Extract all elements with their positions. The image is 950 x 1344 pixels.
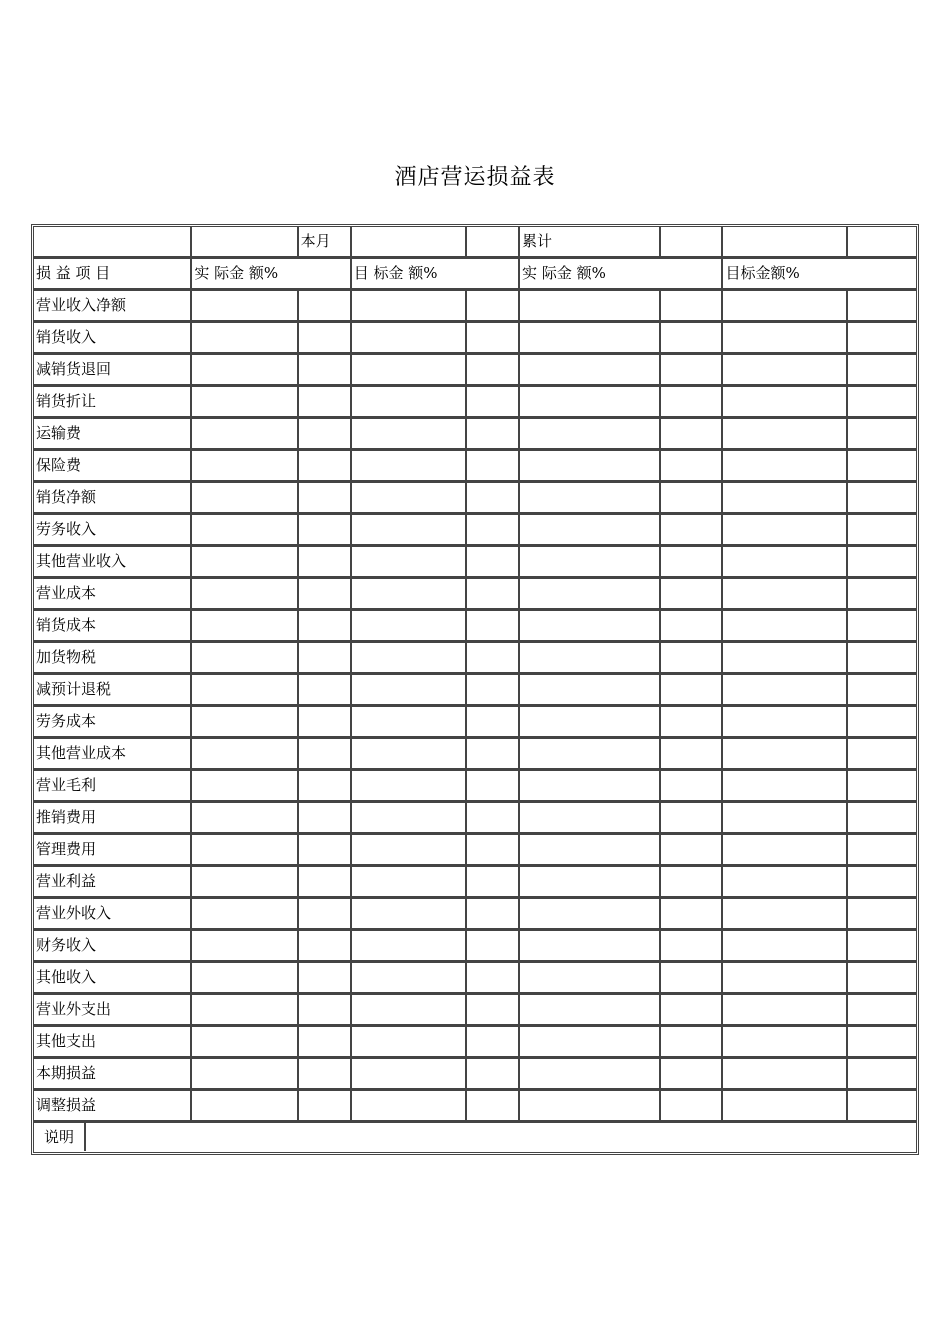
amount-cell[interactable] (298, 546, 351, 578)
amount-cell[interactable] (351, 802, 466, 834)
header-cell (191, 226, 297, 258)
amount-cell[interactable] (660, 1090, 722, 1122)
amount-cell[interactable] (351, 1026, 466, 1058)
amount-cell[interactable] (191, 418, 297, 450)
amount-cell[interactable] (191, 578, 297, 610)
amount-cell[interactable] (466, 322, 519, 354)
amount-cell[interactable] (298, 1090, 351, 1122)
amount-cell[interactable] (519, 610, 660, 642)
amount-cell[interactable] (351, 418, 466, 450)
amount-cell[interactable] (519, 450, 660, 482)
amount-cell[interactable] (660, 450, 722, 482)
amount-cell[interactable] (351, 514, 466, 546)
header-target-amount-month: 目 标金 额% (351, 258, 519, 290)
amount-cell[interactable] (191, 1090, 297, 1122)
amount-cell[interactable] (191, 930, 297, 962)
row-label: 减销货退回 (33, 354, 191, 386)
amount-cell[interactable] (847, 1058, 917, 1090)
note-cell (33, 1122, 917, 1153)
amount-cell[interactable] (660, 674, 722, 706)
amount-cell[interactable] (722, 450, 846, 482)
amount-cell[interactable] (660, 706, 722, 738)
amount-cell[interactable] (722, 1058, 846, 1090)
table-row (33, 642, 917, 674)
amount-cell[interactable] (466, 450, 519, 482)
row-label: 运输费 (33, 418, 191, 450)
amount-cell[interactable] (722, 866, 846, 898)
amount-cell[interactable] (466, 802, 519, 834)
amount-cell[interactable] (466, 834, 519, 866)
amount-cell[interactable] (519, 770, 660, 802)
amount-cell[interactable] (191, 738, 297, 770)
amount-cell[interactable] (847, 1090, 917, 1122)
row-label: 销货收入 (33, 322, 191, 354)
table-row (33, 674, 917, 706)
table-row (33, 610, 917, 642)
amount-cell[interactable] (298, 354, 351, 386)
header-cell (33, 226, 191, 258)
table-row (33, 866, 917, 898)
amount-cell[interactable] (191, 1026, 297, 1058)
amount-cell[interactable] (466, 1090, 519, 1122)
amount-cell[interactable] (298, 930, 351, 962)
amount-cell[interactable] (191, 962, 297, 994)
amount-cell[interactable] (191, 546, 297, 578)
amount-cell[interactable] (847, 770, 917, 802)
amount-cell[interactable] (298, 1026, 351, 1058)
row-label: 营业外收入 (33, 898, 191, 930)
amount-cell[interactable] (847, 738, 917, 770)
table-row (33, 546, 917, 578)
amount-cell[interactable] (466, 738, 519, 770)
amount-cell[interactable] (191, 898, 297, 930)
amount-cell[interactable] (351, 834, 466, 866)
amount-cell[interactable] (519, 898, 660, 930)
amount-cell[interactable] (351, 546, 466, 578)
row-label: 调整损益 (33, 1090, 191, 1122)
amount-cell[interactable] (466, 546, 519, 578)
amount-cell[interactable] (722, 674, 846, 706)
header-cumulative: 累计 (519, 226, 660, 258)
table-row (33, 354, 917, 386)
amount-cell[interactable] (298, 994, 351, 1026)
amount-cell[interactable] (847, 642, 917, 674)
amount-cell[interactable] (351, 578, 466, 610)
amount-cell[interactable] (722, 514, 846, 546)
amount-cell[interactable] (847, 354, 917, 386)
amount-cell[interactable] (351, 994, 466, 1026)
amount-cell[interactable] (847, 418, 917, 450)
page-title: 酒店营运损益表 (394, 165, 556, 190)
amount-cell[interactable] (519, 642, 660, 674)
amount-cell[interactable] (466, 290, 519, 322)
amount-cell[interactable] (466, 514, 519, 546)
amount-cell[interactable] (660, 1026, 722, 1058)
amount-cell[interactable] (722, 994, 846, 1026)
amount-cell[interactable] (722, 290, 846, 322)
amount-cell[interactable] (466, 610, 519, 642)
table-row (33, 514, 917, 546)
income-statement-table (31, 224, 919, 1155)
amount-cell[interactable] (519, 418, 660, 450)
amount-cell[interactable] (722, 898, 846, 930)
amount-cell[interactable] (660, 514, 722, 546)
amount-cell[interactable] (298, 610, 351, 642)
table-row (33, 578, 917, 610)
amount-cell[interactable] (466, 418, 519, 450)
amount-cell[interactable] (847, 386, 917, 418)
header-row-period (33, 226, 917, 258)
row-label: 其他支出 (33, 1026, 191, 1058)
amount-cell[interactable] (351, 674, 466, 706)
amount-cell[interactable] (298, 802, 351, 834)
amount-cell[interactable] (660, 578, 722, 610)
amount-cell[interactable] (519, 930, 660, 962)
amount-cell[interactable] (298, 290, 351, 322)
table-row (33, 322, 917, 354)
amount-cell[interactable] (298, 642, 351, 674)
amount-cell[interactable] (466, 770, 519, 802)
amount-cell[interactable] (722, 1026, 846, 1058)
row-label: 销货折让 (33, 386, 191, 418)
amount-cell[interactable] (722, 482, 846, 514)
amount-cell[interactable] (847, 674, 917, 706)
header-cell (466, 226, 519, 258)
table-row (33, 930, 917, 962)
amount-cell[interactable] (519, 1026, 660, 1058)
amount-cell[interactable] (519, 834, 660, 866)
amount-cell[interactable] (351, 610, 466, 642)
amount-cell[interactable] (722, 354, 846, 386)
amount-cell[interactable] (660, 770, 722, 802)
row-label: 其他营业成本 (33, 738, 191, 770)
row-label: 营业毛利 (33, 770, 191, 802)
table-row (33, 386, 917, 418)
amount-cell[interactable] (298, 386, 351, 418)
amount-cell[interactable] (191, 514, 297, 546)
header-item: 损 益 项 目 (33, 258, 191, 290)
row-label: 营业成本 (33, 578, 191, 610)
table-row (33, 738, 917, 770)
amount-cell[interactable] (722, 642, 846, 674)
amount-cell[interactable] (191, 994, 297, 1026)
amount-cell[interactable] (519, 290, 660, 322)
amount-cell[interactable] (660, 482, 722, 514)
header-target-amount-cumulative: 目标金额% (722, 258, 917, 290)
amount-cell[interactable] (466, 898, 519, 930)
amount-cell[interactable] (722, 578, 846, 610)
amount-cell[interactable] (351, 866, 466, 898)
amount-cell[interactable] (351, 290, 466, 322)
amount-cell[interactable] (466, 866, 519, 898)
amount-cell[interactable] (298, 578, 351, 610)
amount-cell[interactable] (466, 386, 519, 418)
amount-cell[interactable] (722, 706, 846, 738)
amount-cell[interactable] (298, 962, 351, 994)
table-row (33, 482, 917, 514)
statement-grid (33, 226, 917, 1153)
amount-cell[interactable] (351, 770, 466, 802)
table-row (33, 962, 917, 994)
amount-cell[interactable] (847, 898, 917, 930)
amount-cell[interactable] (660, 738, 722, 770)
amount-cell[interactable] (847, 866, 917, 898)
amount-cell[interactable] (722, 962, 846, 994)
amount-cell[interactable] (191, 386, 297, 418)
amount-cell[interactable] (722, 546, 846, 578)
amount-cell[interactable] (351, 482, 466, 514)
amount-cell[interactable] (847, 962, 917, 994)
table-row (33, 706, 917, 738)
amount-cell[interactable] (722, 322, 846, 354)
amount-cell[interactable] (298, 674, 351, 706)
amount-cell[interactable] (847, 930, 917, 962)
header-cell (660, 226, 722, 258)
amount-cell[interactable] (519, 1090, 660, 1122)
amount-cell[interactable] (847, 706, 917, 738)
row-label: 其他营业收入 (33, 546, 191, 578)
header-cell (351, 226, 466, 258)
amount-cell[interactable] (351, 450, 466, 482)
amount-cell[interactable] (660, 386, 722, 418)
amount-cell[interactable] (660, 930, 722, 962)
row-label: 财务收入 (33, 930, 191, 962)
amount-cell[interactable] (660, 898, 722, 930)
amount-cell[interactable] (298, 1058, 351, 1090)
amount-cell[interactable] (722, 770, 846, 802)
amount-cell[interactable] (660, 322, 722, 354)
amount-cell[interactable] (191, 610, 297, 642)
amount-cell[interactable] (351, 1058, 466, 1090)
amount-cell[interactable] (351, 898, 466, 930)
row-label: 其他收入 (33, 962, 191, 994)
amount-cell[interactable] (351, 962, 466, 994)
row-label: 减预计退税 (33, 674, 191, 706)
amount-cell[interactable] (847, 994, 917, 1026)
amount-cell[interactable] (722, 1090, 846, 1122)
amount-cell[interactable] (298, 898, 351, 930)
amount-cell[interactable] (298, 482, 351, 514)
amount-cell[interactable] (519, 1058, 660, 1090)
note-row (33, 1122, 917, 1153)
row-label: 营业收入净额 (33, 290, 191, 322)
amount-cell[interactable] (660, 866, 722, 898)
amount-cell[interactable] (191, 1058, 297, 1090)
amount-cell[interactable] (847, 482, 917, 514)
amount-cell[interactable] (660, 834, 722, 866)
row-label: 营业利益 (33, 866, 191, 898)
amount-cell[interactable] (722, 930, 846, 962)
amount-cell[interactable] (660, 642, 722, 674)
amount-cell[interactable] (466, 578, 519, 610)
amount-cell[interactable] (191, 834, 297, 866)
header-actual-amount-month: 实 际金 额% (191, 258, 350, 290)
amount-cell[interactable] (722, 802, 846, 834)
amount-cell[interactable] (847, 834, 917, 866)
row-label: 销货成本 (33, 610, 191, 642)
amount-cell[interactable] (847, 450, 917, 482)
amount-cell[interactable] (466, 962, 519, 994)
amount-cell[interactable] (519, 354, 660, 386)
amount-cell[interactable] (298, 834, 351, 866)
amount-cell[interactable] (351, 322, 466, 354)
amount-cell[interactable] (660, 546, 722, 578)
table-row (33, 1058, 917, 1090)
amount-cell[interactable] (466, 642, 519, 674)
amount-cell[interactable] (466, 930, 519, 962)
row-label: 推销费用 (33, 802, 191, 834)
amount-cell[interactable] (847, 322, 917, 354)
amount-cell[interactable] (847, 1026, 917, 1058)
amount-cell[interactable] (298, 418, 351, 450)
amount-cell[interactable] (660, 1058, 722, 1090)
amount-cell[interactable] (519, 738, 660, 770)
amount-cell[interactable] (298, 322, 351, 354)
amount-cell[interactable] (191, 290, 297, 322)
amount-cell[interactable] (660, 610, 722, 642)
amount-cell[interactable] (519, 386, 660, 418)
amount-cell[interactable] (519, 482, 660, 514)
amount-cell[interactable] (191, 802, 297, 834)
table-row (33, 418, 917, 450)
amount-cell[interactable] (191, 642, 297, 674)
table-row (33, 898, 917, 930)
amount-cell[interactable] (191, 674, 297, 706)
amount-cell[interactable] (519, 994, 660, 1026)
header-row-columns (33, 258, 917, 290)
amount-cell[interactable] (660, 994, 722, 1026)
amount-cell[interactable] (519, 578, 660, 610)
table-row (33, 994, 917, 1026)
amount-cell[interactable] (660, 354, 722, 386)
amount-cell[interactable] (466, 354, 519, 386)
amount-cell[interactable] (847, 610, 917, 642)
table-row (33, 834, 917, 866)
amount-cell[interactable] (191, 770, 297, 802)
amount-cell[interactable] (298, 866, 351, 898)
amount-cell[interactable] (519, 546, 660, 578)
amount-cell[interactable] (722, 418, 846, 450)
row-label: 劳务收入 (33, 514, 191, 546)
row-label: 管理费用 (33, 834, 191, 866)
amount-cell[interactable] (722, 738, 846, 770)
amount-cell[interactable] (191, 322, 297, 354)
row-label: 销货净额 (33, 482, 191, 514)
amount-cell[interactable] (191, 354, 297, 386)
amount-cell[interactable] (351, 706, 466, 738)
amount-cell[interactable] (466, 994, 519, 1026)
amount-cell[interactable] (191, 706, 297, 738)
table-row (33, 1026, 917, 1058)
amount-cell[interactable] (519, 674, 660, 706)
header-cell (847, 226, 917, 258)
amount-cell[interactable] (298, 770, 351, 802)
amount-cell[interactable] (519, 706, 660, 738)
amount-cell[interactable] (466, 1058, 519, 1090)
amount-cell[interactable] (191, 450, 297, 482)
table-row (33, 450, 917, 482)
table-row (33, 770, 917, 802)
amount-cell[interactable] (519, 866, 660, 898)
amount-cell[interactable] (351, 642, 466, 674)
amount-cell[interactable] (298, 738, 351, 770)
amount-cell[interactable] (466, 706, 519, 738)
amount-cell[interactable] (351, 1090, 466, 1122)
amount-cell[interactable] (298, 450, 351, 482)
amount-cell[interactable] (847, 546, 917, 578)
amount-cell[interactable] (519, 514, 660, 546)
amount-cell[interactable] (298, 514, 351, 546)
amount-cell[interactable] (847, 290, 917, 322)
amount-cell[interactable] (351, 386, 466, 418)
amount-cell[interactable] (351, 930, 466, 962)
amount-cell[interactable] (351, 738, 466, 770)
header-current-month: 本月 (298, 226, 351, 258)
table-row (33, 1090, 917, 1122)
header-actual-amount-cumulative: 实 际金 额% (519, 258, 722, 290)
amount-cell[interactable] (847, 514, 917, 546)
amount-cell[interactable] (660, 290, 722, 322)
amount-cell[interactable] (466, 1026, 519, 1058)
amount-cell[interactable] (722, 386, 846, 418)
amount-cell[interactable] (722, 834, 846, 866)
amount-cell[interactable] (466, 482, 519, 514)
table-row (33, 290, 917, 322)
amount-cell[interactable] (660, 418, 722, 450)
amount-cell[interactable] (847, 802, 917, 834)
amount-cell[interactable] (191, 866, 297, 898)
row-label: 保险费 (33, 450, 191, 482)
amount-cell[interactable] (660, 802, 722, 834)
row-label: 营业外支出 (33, 994, 191, 1026)
amount-cell[interactable] (847, 578, 917, 610)
header-cell (722, 226, 846, 258)
amount-cell[interactable] (351, 354, 466, 386)
row-label: 加货物税 (33, 642, 191, 674)
row-label: 劳务成本 (33, 706, 191, 738)
amount-cell[interactable] (660, 962, 722, 994)
amount-cell[interactable] (466, 674, 519, 706)
amount-cell[interactable] (519, 322, 660, 354)
amount-cell[interactable] (722, 610, 846, 642)
row-label: 本期损益 (33, 1058, 191, 1090)
amount-cell[interactable] (519, 802, 660, 834)
amount-cell[interactable] (191, 482, 297, 514)
amount-cell[interactable] (519, 962, 660, 994)
amount-cell[interactable] (298, 706, 351, 738)
table-row (33, 802, 917, 834)
note-label: 说明 (34, 1123, 86, 1151)
